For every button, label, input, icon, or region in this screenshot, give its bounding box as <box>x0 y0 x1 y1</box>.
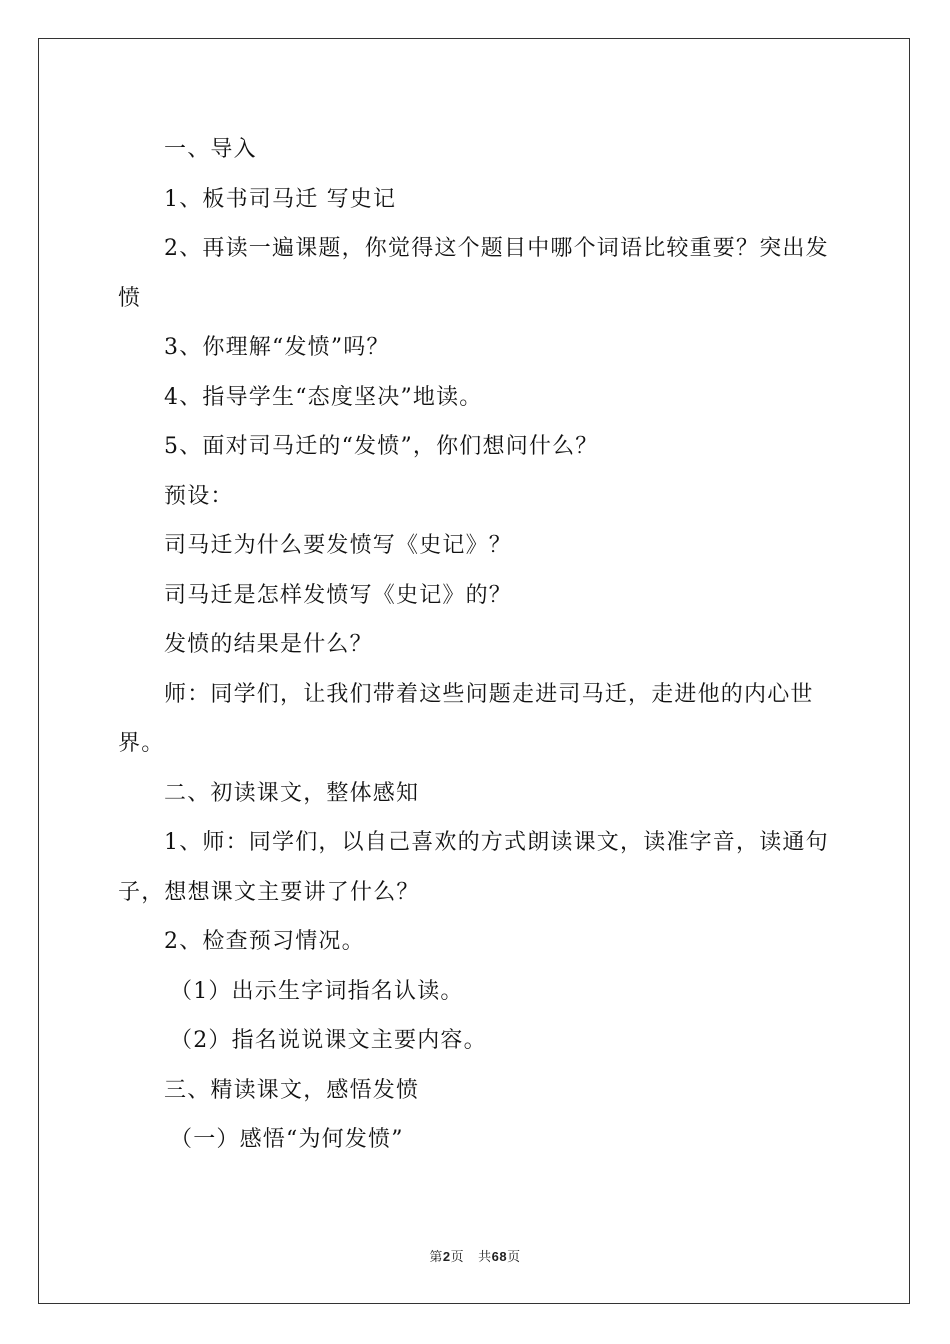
page-suffix: 页 <box>450 1249 465 1264</box>
paragraph: （2）指名说说课文主要内容。 <box>170 1028 487 1053</box>
page-prefix: 第 <box>429 1249 443 1264</box>
paragraph: （1）出示生字词指名认读。 <box>170 978 464 1004</box>
paragraph: 2、再读一遍课题，你觉得这个题目中哪个词语比较重要？突出发愤 <box>118 236 829 311</box>
heading-first-reading: 二、初读课文，整体感知 <box>164 780 420 806</box>
paragraph: 司马迁是怎样发愤写《史记》的？ <box>164 582 513 608</box>
page-number: 2 <box>442 1249 451 1264</box>
paragraph: 预设： <box>164 483 234 509</box>
paragraph: 4、指导学生“态度坚决”地读。 <box>164 384 483 410</box>
page-footer <box>0 1246 950 1265</box>
paragraph: 3、你理解“发愤”吗？ <box>164 335 390 360</box>
paragraph: 发愤的结果是什么？ <box>164 632 373 657</box>
total-suffix: 页 <box>507 1249 521 1264</box>
document-body <box>118 125 838 1165</box>
total-prefix: 共 <box>478 1249 492 1264</box>
paragraph: 5、面对司马迁的“发愤”，你们想问什么？ <box>164 434 599 459</box>
paragraph: 1、师：同学们，以自己喜欢的方式朗读课文，读准字音，读通句子，想想课文主要讲了什么？ <box>118 830 829 905</box>
total-pages: 68 <box>491 1249 508 1264</box>
paragraph: （一）感悟“为何发愤” <box>170 1127 404 1152</box>
paragraph: 司马迁为什么要发愤写《史记》？ <box>164 533 513 558</box>
paragraph: 1、板书司马迁 写史记 <box>164 186 397 212</box>
paragraph: 2、检查预习情况。 <box>164 929 365 954</box>
paragraph: 师：同学们，让我们带着这些问题走进司马迁，走进他的内心世界。 <box>118 681 814 756</box>
heading-import: 一、导入 <box>164 137 257 162</box>
heading-close-reading: 三、精读课文，感悟发愤 <box>164 1077 420 1103</box>
